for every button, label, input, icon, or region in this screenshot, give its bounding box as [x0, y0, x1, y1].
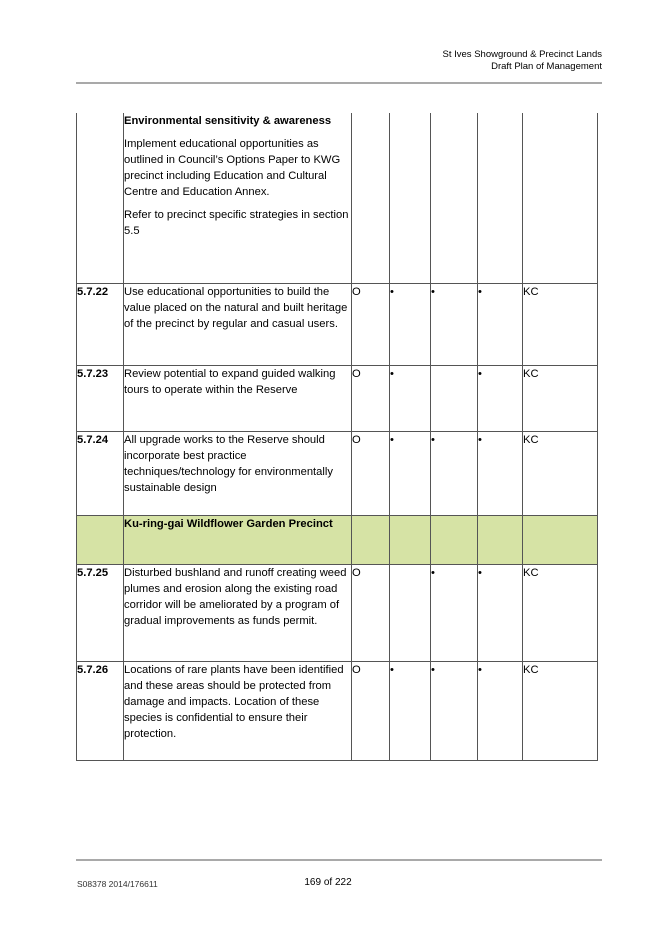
table-row [77, 283, 598, 365]
responsibility-cell: KC [523, 431, 598, 515]
bullet-cell: • [478, 365, 523, 431]
priority-cell: O [352, 365, 390, 431]
footer-divider [76, 859, 602, 861]
number-cell [77, 113, 124, 283]
table-row [77, 365, 598, 431]
intro-paragraph: Implement educational opportunities as outlined in Council’s Options Paper to KWG precinct including Education and Cultural Centre and Education Annex. [124, 138, 341, 198]
intro-reference: Refer to precinct specific strategies in section 5.5 [124, 209, 349, 237]
strategy-text: Review potential to expand guided walking tours to operate within the Reserve [124, 365, 352, 431]
priority-cell: O [352, 431, 390, 515]
strategy-table [76, 113, 598, 761]
bullet-cell: • [478, 564, 523, 661]
priority-cell: O [352, 564, 390, 661]
responsibility-cell: KC [523, 564, 598, 661]
priority-cell: O [352, 661, 390, 760]
strategy-number: 5.7.24 [77, 431, 124, 515]
strategy-number: 5.7.22 [77, 283, 124, 365]
header-title: St Ives Showground & Precinct Lands [442, 49, 602, 60]
header-divider [76, 82, 602, 84]
bullet-cell [390, 564, 431, 661]
document-reference: S08378 2014/176611 [77, 879, 158, 889]
page-header [443, 49, 602, 73]
bullet-cell: • [431, 431, 478, 515]
strategy-text: All upgrade works to the Reserve should incorporate best practice techniques/technology for environmentally sustainable design [124, 431, 352, 515]
bullet-cell: • [390, 365, 431, 431]
bullet-cell: • [431, 564, 478, 661]
bullet-cell: • [478, 661, 523, 760]
strategy-text: Disturbed bushland and runoff creating weed plumes and erosion along the existing road corridor will be ameliorated by a program of gradual improvements as funds permit. [124, 564, 352, 661]
priority-cell: O [352, 283, 390, 365]
subsection-title: Environmental sensitivity & awareness [124, 115, 332, 127]
responsibility-cell: KC [523, 283, 598, 365]
strategy-number: 5.7.23 [77, 365, 124, 431]
strategy-text: Use educational opportunities to build the value placed on the natural and built heritage of the precinct by regular and casual users. [124, 283, 352, 365]
bullet-cell: • [431, 661, 478, 760]
strategy-number: 5.7.26 [77, 661, 124, 760]
responsibility-cell: KC [523, 365, 598, 431]
strategy-number: 5.7.25 [77, 564, 124, 661]
bullet-cell: • [390, 431, 431, 515]
section-title: Ku-ring-gai Wildflower Garden Precinct [124, 515, 352, 564]
table-row [77, 431, 598, 515]
strategy-text: Locations of rare plants have been identified and these areas should be protected from damage and impacts. Location of these species is confidential to ensure their protection. [124, 661, 352, 760]
bullet-cell [431, 365, 478, 431]
responsibility-cell: KC [523, 661, 598, 760]
page-number: 169 of 222 [304, 877, 352, 888]
table-row [77, 564, 598, 661]
bullet-cell: • [390, 283, 431, 365]
bullet-cell: • [478, 431, 523, 515]
header-subtitle: Draft Plan of Management [491, 61, 602, 72]
description-cell [124, 113, 352, 283]
bullet-cell: • [431, 283, 478, 365]
bullet-cell: • [390, 661, 431, 760]
bullet-cell: • [478, 283, 523, 365]
section-header-row [77, 515, 598, 564]
table-row [77, 661, 598, 760]
table-row-intro [77, 113, 598, 283]
